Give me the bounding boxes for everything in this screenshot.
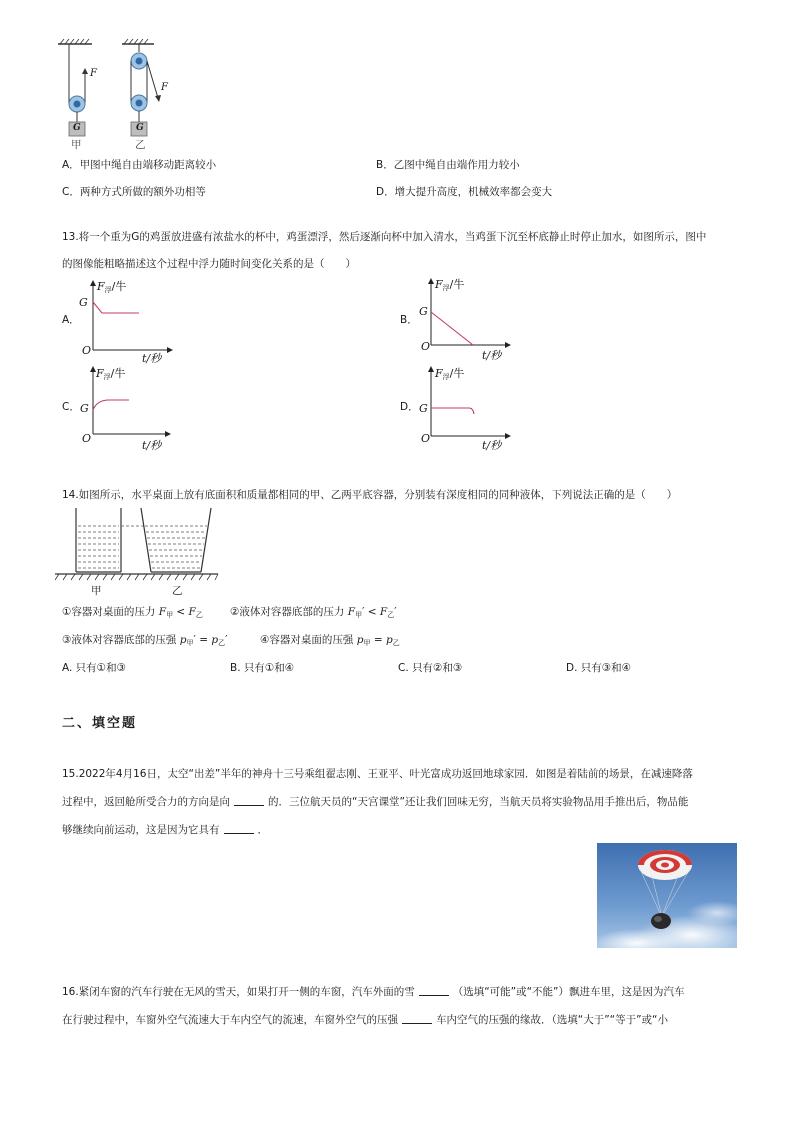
q12-option-a[interactable]: A．甲图中绳自由端移动距离较小 <box>62 159 217 171</box>
force-label-jia: F <box>90 68 97 79</box>
label-jia: 甲 <box>71 139 82 151</box>
force-label-yi: F <box>161 82 168 93</box>
q13-a-xlabel: t/秒 <box>142 352 162 365</box>
q13-a-origin: O <box>82 344 92 357</box>
q15-blank-2[interactable] <box>224 823 254 834</box>
section-title-fill-in: 二、填空题 <box>62 716 138 731</box>
weight-label-yi: G <box>136 123 144 133</box>
q13-option-c-label[interactable]: C． <box>62 401 80 413</box>
q13-curve-b <box>431 312 473 345</box>
q14-statement-1: ①容器对桌面的压力 $F_甲 < F_乙$ <box>62 606 203 619</box>
q15-line3: 够继续向前运动，这是因为它具有 ． <box>62 824 268 836</box>
q16-line1: 16.紧闭车窗的汽车行驶在无风的雪天，如果打开一侧的车窗，汽车外面的雪 （选填“可能”或“不能”）飘进车里，这是因为汽车 <box>62 986 685 998</box>
q13-c-g: G <box>80 402 89 415</box>
q14-option-c[interactable]: C. 只有②和③ <box>398 662 463 674</box>
label-yi: 乙 <box>135 139 146 151</box>
q15-blank-1[interactable] <box>234 795 264 806</box>
q14-option-a[interactable]: A. 只有①和③ <box>62 662 126 674</box>
q15-line1: 15.2022年4月16日，太空“出差”半年的神舟十三号乘组翟志刚、王亚平、叶光富成功返回地球家园．如图是着陆前的场景，在减速降落 <box>62 768 693 780</box>
q14-statement-2: ②液体对容器底部的压力 $F_甲' < F_乙'$ <box>230 606 397 619</box>
q13-b-g: G <box>419 305 428 318</box>
q13-stem-line1: 13.将一个重为G的鸡蛋放进盛有浓盐水的杯中，鸡蛋漂浮，然后逐渐向杯中加入清水，当鸡蛋下沉至杯底静止时停止加水，如图所示，图中 <box>62 231 707 243</box>
q13-c-origin: O <box>82 432 92 445</box>
q13-c-ylabel: $F_浮/$牛 <box>96 367 126 381</box>
q13-curve-d <box>431 408 474 414</box>
pulley-figure <box>55 38 185 153</box>
q14-statement-3: ③液体对容器底部的压强 $p_甲' = p_乙'$ <box>62 634 228 647</box>
q13-stem-line2: 的图像能粗略描述这个过程中浮力随时间变化关系的是（ ） <box>62 258 356 270</box>
q14-label-yi: 乙 <box>172 585 183 597</box>
q15-line2: 过程中，返回舱所受合力的方向是向 的．三位航天员的“天宫课堂”还让我们回味无穷，当航天员将实验物品用手推出后，物品能 <box>62 796 689 808</box>
q16-blank-1[interactable] <box>419 985 449 996</box>
q13-curve-a <box>93 302 139 313</box>
q14-option-b[interactable]: B. 只有①和④ <box>230 662 295 674</box>
weight-label-jia: G <box>73 123 81 133</box>
q13-b-xlabel: t/秒 <box>482 349 502 362</box>
q13-b-origin: O <box>421 340 431 353</box>
q12-option-c[interactable]: C．两种方式所做的额外功相等 <box>62 186 206 198</box>
q12-option-b[interactable]: B．乙图中绳自由端作用力较小 <box>376 159 520 171</box>
q16-blank-2[interactable] <box>402 1013 432 1024</box>
q13-d-xlabel: t/秒 <box>482 439 502 452</box>
container-figure <box>55 506 220 588</box>
q14-label-jia: 甲 <box>91 585 102 597</box>
q13-option-d-label[interactable]: D． <box>400 401 419 413</box>
q14-stem: 14.如图所示，水平桌面上放有底面积和质量都相同的甲、乙两平底容器，分别装有深度相同的同种液体，下列说法正确的是（ ） <box>62 489 678 501</box>
q13-option-b-label[interactable]: B． <box>400 314 418 326</box>
q14-option-d[interactable]: D. 只有③和④ <box>566 662 632 674</box>
q13-c-xlabel: t/秒 <box>142 439 162 452</box>
q14-statement-4: ④容器对桌面的压强 $p_甲 = p_乙$ <box>260 634 400 647</box>
q13-a-ylabel: $F_浮/$牛 <box>97 280 127 294</box>
q13-d-origin: O <box>421 432 431 445</box>
q16-line2: 在行驶过程中，车窗外空气流速大于车内空气的流速，车窗外空气的压强 车内空气的压强的缘故．（选填“大于”“等于”或“小 <box>62 1014 668 1026</box>
q13-b-ylabel: $F_浮/$牛 <box>435 278 465 292</box>
q13-curve-c <box>93 400 129 410</box>
q12-option-d[interactable]: D．增大提升高度，机械效率都会变大 <box>376 186 553 198</box>
q13-a-g: G <box>79 296 88 309</box>
q13-d-g: G <box>419 402 428 415</box>
parachute-photo <box>597 843 737 948</box>
q13-option-a-label[interactable]: A． <box>62 314 80 326</box>
q13-d-ylabel: $F_浮/$牛 <box>435 367 465 381</box>
